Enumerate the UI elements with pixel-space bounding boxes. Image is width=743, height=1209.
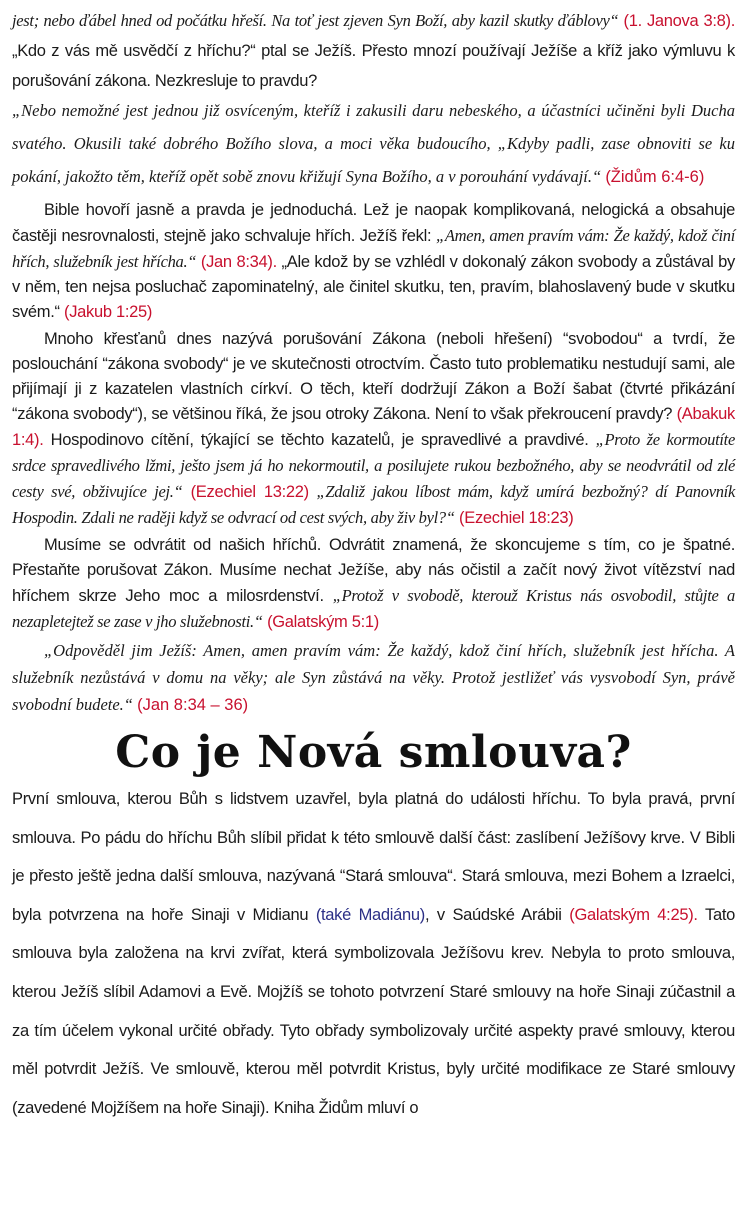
quote-john-8-34: „Amen, amen pravím vám: Že každý, kdož činí hřích, služebník jest hřícha.“ <box>12 226 735 271</box>
paragraph-7-text-1: První smlouva, kterou Bůh s lidstvem uzavřel, byla platná do události hříchu. To byla pravá, první smlouva. Po pádu do hříchu Bůh slíbil přidat k této smlouvě další část: zaslíbení Ježíšovy krve. V Bibli je přesto ještě jedna další smlouva, nazývaná “Stará smlouva“. Stará smlouva, mezi Bohem a Izraelci, byla potvrzena na hoře Sinaji v Midianu <box>12 790 735 924</box>
paragraph-4-text-1: Mnoho křesťanů dnes nazývá porušování Zákona (neboli hřešení) “svobodou“ a tvrdí, že poslouchání “zákona svobody“ je ve skutečnosti otroctvím. Často tuto problematiku nestudují sami, ale přijímají ji z kazatelen vlastních církví. O těch, kteří dodržují Zákon a Boží šabat (čtvrté přikázání “zákona svobody“), se většinou říká, že jsou otroky Zákona. Není to však překroucení pravdy? <box>12 330 735 423</box>
paragraph-4 <box>12 327 735 531</box>
paragraph-6 <box>12 637 735 719</box>
paragraph-3 <box>12 198 735 325</box>
reference-ezekiel-18: (Ezechiel 18:23) <box>459 509 574 527</box>
reference-ezekiel-13: (Ezechiel 13:22) <box>190 483 309 501</box>
reference-john-8-34-36: (Jan 8:34 – 36) <box>137 696 249 714</box>
paragraph-7-text-3: Tato smlouva byla založena na krvi zvířat, která symbolizovala Ježíšovu krev. Nebyla to proto smlouva, kterou Ježíš slíbil Adamovi a Evě. Mojžíš se tohoto potvrzení Staré smlouvy na hoře Sinaji zúčastnil a za tím účelem vykonal určité obřady. Tyto obřady symbolizovaly určité aspekty pravé smlouvy, kterou měl potvrdit Ježíš. Ve smlouvě, kterou měl potvrdit Kristus, byly určité modifikace ze Staré smlouvy (zavedené Mojžíšem na hoře Sinaji). Kniha Židům mluví o <box>12 905 735 1117</box>
paragraph-4-text-2: Hospodinovo cítění, týkající se těchto kazatelů, je spravedlivé a pravdivé. <box>43 431 596 449</box>
paragraph-5-text: Musíme se odvrátit od našich hříchů. Odvrátit znamená, že skoncujeme s tím, co je špatné. Přestaňte porušovat Zákon. Musíme nechat Ježíše, aby nás očistil a začít nový život vítězství nad hříchem skrze Jeho moc a milosrdenství. <box>12 536 735 605</box>
quote-1-john: jest; nebo ďábel hned od počátku hřeší. Na toť jest zjeven Syn Boží, aby kazil skutky ďáblovy“ <box>12 11 619 30</box>
reference-john-8-34: (Jan 8:34). <box>200 253 277 271</box>
section-heading: Co je Nová smlouva? <box>115 727 632 778</box>
reference-habakkuk: (Abakuk 1:4). <box>12 405 735 449</box>
reference-james: (Jakub 1:25) <box>64 303 153 321</box>
quote-john-8-34-36: „Odpověděl jim Ježíš: Amen, amen pravím vám: Že každý, kdož činí hřích, služebník jest hřícha. A služebník nezůstává v domu na věky; ale Syn zůstává na věky. Protož jestližeť vás vysvobodí Syn, právě svobodní budete.“ <box>12 641 735 714</box>
paragraph-3-text-2: „Ale kdož by se vzhlédl v dokonalý zákon svobody a zůstával by v něm, ten nejsa posluchač zapominatelný, ale činitel skutku, ten, pravím, blahoslavený bude v skutku svém.“ <box>12 253 736 321</box>
paragraph-7-text-2: , v Saúdské Arábii <box>425 905 570 924</box>
reference-galatians-5: (Galatským 5:1) <box>267 613 380 631</box>
quote-hebrews: „Nebo nemožné jest jednou již osvíceným, kteříž i zakusili daru nebeského, a účastníci učiněni byli Ducha svatého. Okusili také dobrého Božího slova, a moci věka budoucího, „Kdyby padli, zase obnoviti se ku pokání, jakožto těm, kteříž opět sobě znovu křižují Syna Božího, a v porouhání vydávají.“ <box>12 101 735 186</box>
quote-galatians-5: „Protož v svobodě, kterouž Kristus nás osvobodil, stůjte a nezapletejtež se zase v jho služebnosti.“ <box>12 586 735 631</box>
paragraph-3-text-1: Bible hovoří jasně a pravda je jednoduchá. Lež je naopak komplikovaná, nelogická a obsahuje častěji nesrovnalosti, stejně jako schvaluje hřích. Ježíš řekl: <box>12 201 735 245</box>
midian-note: (také Madiánu) <box>315 905 426 924</box>
paragraph-7 <box>12 780 735 1127</box>
reference-galatians-4: (Galatským 4:25). <box>569 905 698 924</box>
paragraph-5 <box>12 533 735 635</box>
quote-ezekiel-18: „Zdaliž jakou líbost mám, když umírá bezbožný? dí Panovník Hospodin. Zdali ne raději když se odvrací od cest svých, aby živ byl?“ <box>12 482 735 527</box>
paragraph-2 <box>12 94 735 194</box>
reference-1-john: (1. Janova 3:8). <box>623 12 735 30</box>
reference-hebrews: (Židům 6:4-6) <box>605 168 705 186</box>
quote-ezekiel-13: „Proto že kormoutíte srdce spravedlivého lžmi, ješto jsem já ho nekormoutil, a posilujete rukou bezbožného, aby se neodvrátil od zlé cesty své, obživujíce jej.“ <box>12 430 735 501</box>
paragraph-1-text: „Kdo z vás mě usvědčí z hříchu?“ ptal se Ježíš. Přesto mnozí používají Ježíše a kříž jako výmluvu k porušování zákona. Nezkresluje to pravdu? <box>12 42 735 90</box>
paragraph-1 <box>12 0 735 96</box>
